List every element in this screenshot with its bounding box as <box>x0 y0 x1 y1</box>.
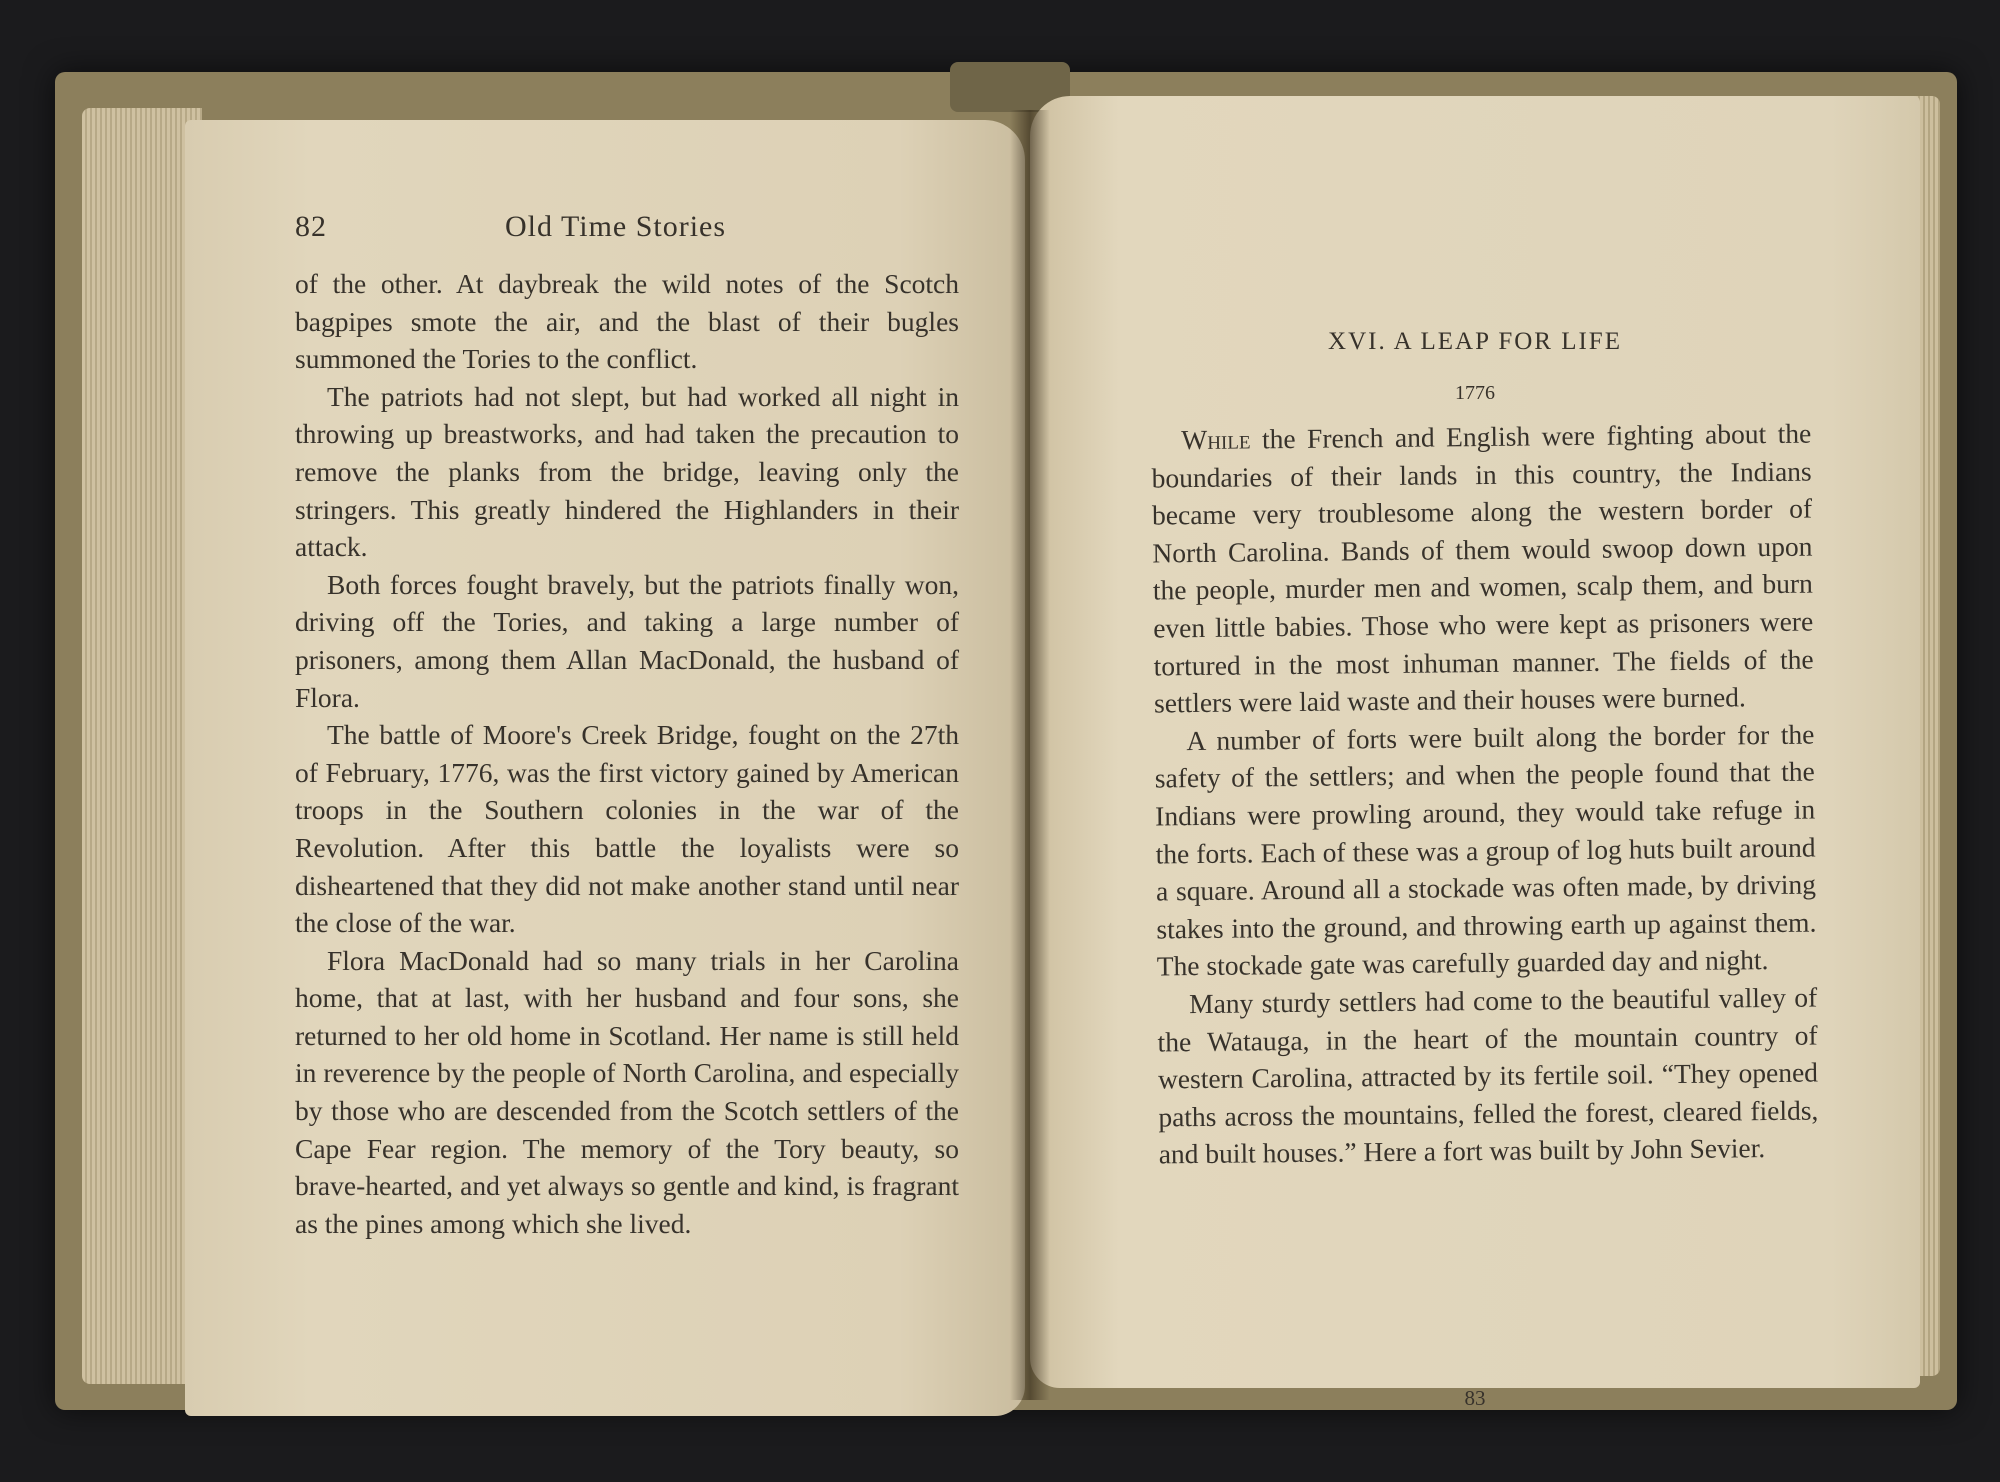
left-page-number: 82 <box>295 210 327 243</box>
paragraph: Flora MacDonald had so many trials in her Carolina home, that at last, with her husband and four sons, she returned to her old home in Scotland. Her name is still held in reverence by the people of North Carolina, and especially by those who are descended from the Scotch settlers of the Cape Fear region. The memory of the Tory beauty, so brave-hearted, and yet always so gentle and kind, is fragrant as the pines among which she lived. <box>295 944 959 1239</box>
paragraph-text: the French and English were fighting about the boundaries of their lands in this country, the Indians became very troublesome along the western border of North Carolina. Bands of them would swoop down upon the people, murder men and women, scalp them, and burn even little babies. Those who were kept as prisoners were tortured in the most inhuman manner. The fields of the settlers were laid waste and their houses were burned. <box>1151 417 1814 719</box>
paragraph: Both forces fought bravely, but the patriots finally won, driving off the Tories, and taking a large number of prisoners, among them Allan MacDonald, the husband of Flora. <box>295 568 959 713</box>
left-page-body <box>295 265 959 1242</box>
drop-word: While <box>1181 423 1251 456</box>
right-page-number: 83 <box>1464 1386 1486 1410</box>
running-head: Old Time Stories <box>505 210 727 243</box>
paragraph: Many sturdy settlers had come to the beautiful valley of the Watauga, in the heart of the mountain country of western Carolina, attracted by its fertile soil. “They opened paths across the mountains, felled the forest, cleared fields, and built houses.” Here a fort was built by John Sevier. <box>1157 981 1819 1170</box>
book-gutter <box>1010 110 1050 1400</box>
paragraph: The patriots had not slept, but had worked all night in throwing up breastworks, and had taken the precaution to remove the planks from the bridge, leaving only the stringers. This greatly hindered the Highlanders in their attack. <box>295 380 959 563</box>
paragraph: The battle of Moore's Creek Bridge, fought on the 27th of February, 1776, was the first victory gained by American troops in the Southern colonies in the war of the Revolution. After this battle the loyalists were so disheartened that they did not make another stand until near the close of the war. <box>295 719 959 939</box>
paragraph <box>1151 415 1814 723</box>
chapter-year: 1776 <box>1455 382 1495 404</box>
paragraph: of the other. At daybreak the wild notes of the Scotch bagpipes smote the air, and the blast of their bugles summoned the Tories to the conflict. <box>295 268 959 375</box>
chapter-title: XVI. A LEAP FOR LIFE <box>1328 328 1622 355</box>
page-edges-left <box>82 108 202 1384</box>
right-page <box>1030 96 1920 1410</box>
left-page <box>185 120 1025 1416</box>
right-page-body <box>1151 415 1819 1174</box>
paragraph: A number of forts were built along the border for the safety of the settlers; and when the people found that the Indians were prowling around, they would take refuge in the forts. Each of these was a group of log huts built around a square. Around all a stockade was often made, by driving stakes into the ground, and throwing earth up against them. The stockade gate was carefully guarded day and night. <box>1154 718 1817 982</box>
